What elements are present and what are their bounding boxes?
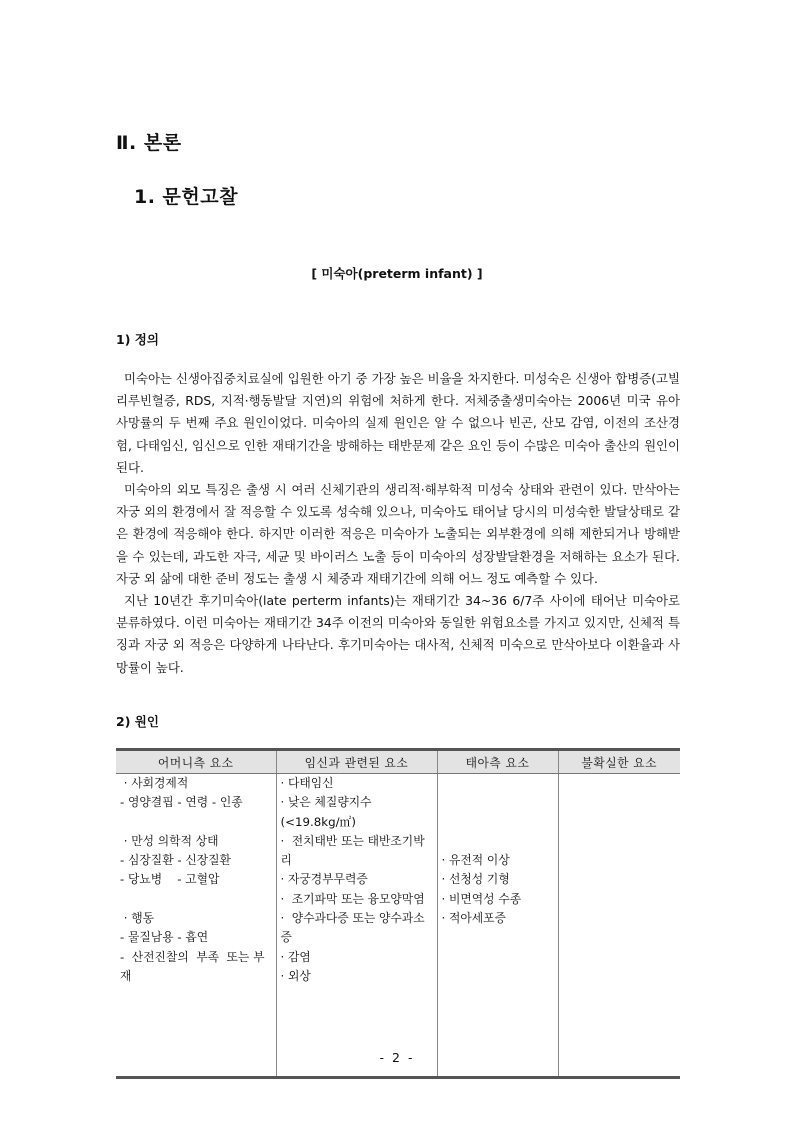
list-item: · 만성 의학적 상태: [120, 833, 219, 848]
paragraph: 지난 10년간 후기미숙아(late perterm infants)는 재태기간 34~36 6/7주 사이에 태어난 미숙아로 분류하였다. 이런 미숙아는 재태기간 34주 이전의 미숙아와 동일한 위험요소를 가지고 있지만, 신체적 특징과 자궁 외 적응은 다양하게 나타난다. 후기미숙아는 대사적, 신체적 미숙으로 만삭아보다 이환율과 사망률이 높다.: [116, 593, 680, 675]
list-item: · 적아세포증: [441, 910, 506, 925]
list-item: · 양수과다증 또는 양수과소증: [280, 911, 425, 945]
list-item: · 외상: [280, 968, 311, 983]
paragraph: 미숙아의 외모 특징은 출생 시 여러 신체기관의 생리적·해부학적 미성숙 상태와 관련이 있다. 만삭아는 자궁 외의 환경에서 잘 적응할 수 있도록 성숙해 있으나, 미숙아도 태어날 당시의 미성숙한 발달상태로 같은 환경에 적응해야 한다. 하지만 이러한 적응은 미숙아가 노출되는 외부환경에 의해 제한되거나 방해받을 수 있는데, 과도한 자극, 세균 및 바이러스 노출 등이 미숙아의 성장발달환경을 저해하는 요소가 된다. 자궁 외 삶에 대한 준비 정도는 출생 시 체중과 재태기간에 의해 어느 정도 예측할 수 있다.: [116, 482, 680, 586]
list-item: · 선청성 기형: [441, 872, 510, 887]
list-item: · 감염: [280, 949, 311, 964]
fetal-factors-cell: [437, 774, 558, 1078]
uncertain-factors-cell: [558, 774, 680, 1078]
page-number: - 2 -: [379, 1050, 415, 1065]
header-pregnancy-factors: 임신과 관련된 요소: [276, 750, 437, 774]
list-item: · 낮은 체질량지수 (<19.8kg/㎡): [280, 795, 376, 829]
list-item: - 물질남용 - 흡연: [120, 930, 209, 945]
causes-table: [116, 748, 680, 1079]
table-row: [116, 774, 680, 1078]
list-item: · 전치태반 또는 태반조기박리: [280, 833, 425, 868]
list-item: - 산전진찰의 부족 또는 부재: [120, 949, 265, 983]
header-maternal-factors: 어머니측 요소: [116, 750, 276, 774]
list-item: - 심장질환 - 신장질환: [120, 853, 231, 868]
list-item: · 행동: [120, 911, 155, 926]
section-heading: 1. 문헌고찰: [134, 186, 238, 208]
list-item: - 당뇨병 - 고혈압: [120, 872, 220, 887]
paragraph: 미숙아는 신생아집중치료실에 입원한 아기 중 가장 높은 비율을 차지한다. 미성숙은 신생아 합병증(고빌리루빈혈증, RDS, 지적·행동발달 지연)의 위험에 처하게 한다. 저체중출생미숙아는 2006년 미국 유아 사망률의 두 번째 주요 원인이었다. 미숙아의 실제 원인은 알 수 없으나 빈곤, 산모 감염, 이전의 조산경험, 다태임신, 임신으로 인한 재태기간을 방해하는 태반문제 같은 요인 등이 수많은 미숙아 출산의 원인이 된다.: [116, 371, 680, 475]
list-item: · 조기파막 또는 융모양막염: [280, 891, 425, 906]
topic-title: [ 미숙아(preterm infant) ]: [311, 266, 483, 281]
pregnancy-factors-cell: [276, 774, 437, 1078]
header-fetal-factors: 태아측 요소: [437, 750, 558, 774]
maternal-factors-cell: [116, 774, 276, 1078]
table-header-row: [116, 750, 680, 774]
list-item: · 자궁경부무력증: [280, 872, 368, 887]
definition-body: [116, 368, 680, 679]
list-item: · 다태임신: [280, 776, 334, 790]
subsection-definition-title: 1) 정의: [116, 332, 159, 347]
list-item: · 비면역성 수종: [441, 891, 522, 906]
list-item: - 영양결핍 - 연령 - 인종: [120, 795, 243, 810]
list-item: · 사회경제적: [120, 776, 189, 790]
list-item: · 유전적 이상: [441, 853, 510, 867]
subsection-cause-title: 2) 원인: [116, 714, 159, 729]
header-uncertain-factors: 불확실한 요소: [558, 750, 680, 774]
list-item: [120, 813, 272, 832]
list-item: [120, 890, 272, 909]
chapter-heading: Ⅱ. 본론: [116, 132, 182, 154]
